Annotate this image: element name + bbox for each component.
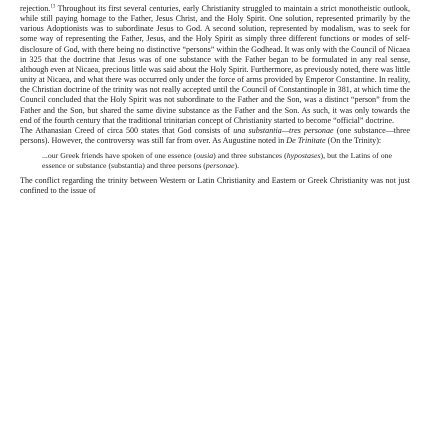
italic-run: una substantia—tres personae bbox=[233, 125, 334, 135]
text-run: ...our Greek friends have spoken of one essence ( bbox=[42, 151, 197, 161]
text-run: ) and three substances ( bbox=[213, 151, 287, 161]
paragraph-1 bbox=[20, 4, 410, 126]
text-run: (one substance—three persons). However, the controversy was still far from over. As Augustine noted in bbox=[20, 125, 410, 146]
text-run: Throughout its first several centuries, early Christianity struggled to maintain a strict monotheistic outlook, while still paying homage to the Father, Jesus Christ, and the Holy Spirit. One solution, represented primarily by the various Adoptionists was to subordinate Jesus to God. A second solution, represented by modalism, was to seek for some way of representing the Father, Jesus, and the Holy Spirit as simply three different functions or modes of self-disclosure of God, with there being no distinctive “persons” within the Godhead. It was only with the Council of Nicaea in 325 that the doctrine that Jesus was of one substance with the Father began to be formulated in any real sense, although even at Nicaea, precious little was said about the Holy Spirit. Furthermore, as previously noted, there was little unity at Nicaea, and what there was occurred only under the force of arms provided by Emperor Constantine. In reality, the Christian doctrine of the trinity was not really accepted until the Council of Constantinople in 381, at which time the Council concluded that the Holy Spirit was not subordinate to the Father and the Son, was a distinct “person” from the Father and the Son, but shared the same divine substance as the Father and the Son. As such, it was only towards the end of the fourth century that the traditional trinitarian concept of Christianity started to become “official” doctrine. bbox=[20, 4, 410, 125]
text-run: (On the Trinity): bbox=[325, 136, 382, 146]
text-run: The Athanasian Creed of circa 500 states that God consists of bbox=[20, 125, 234, 135]
footnote-marker: 13 bbox=[50, 4, 56, 10]
paragraph-2 bbox=[20, 126, 410, 146]
text-run: ), but the Latins of one essence or substance (substantia) and three persons ( bbox=[42, 151, 393, 171]
text-run: ). bbox=[234, 161, 240, 171]
paragraph-3 bbox=[20, 176, 410, 196]
text-run: rejection. bbox=[20, 4, 51, 13]
italic-run: hypostases bbox=[286, 151, 321, 161]
italic-run: De Trinitate bbox=[286, 136, 326, 146]
italic-run: personae bbox=[205, 161, 235, 171]
text-run: The conflict regarding the trinity between Western or Latin Christianity and Eastern or Greek Christianity was not just confined to the issue of bbox=[20, 176, 410, 196]
italic-run: ousia bbox=[196, 151, 214, 161]
block-quote bbox=[42, 151, 392, 171]
